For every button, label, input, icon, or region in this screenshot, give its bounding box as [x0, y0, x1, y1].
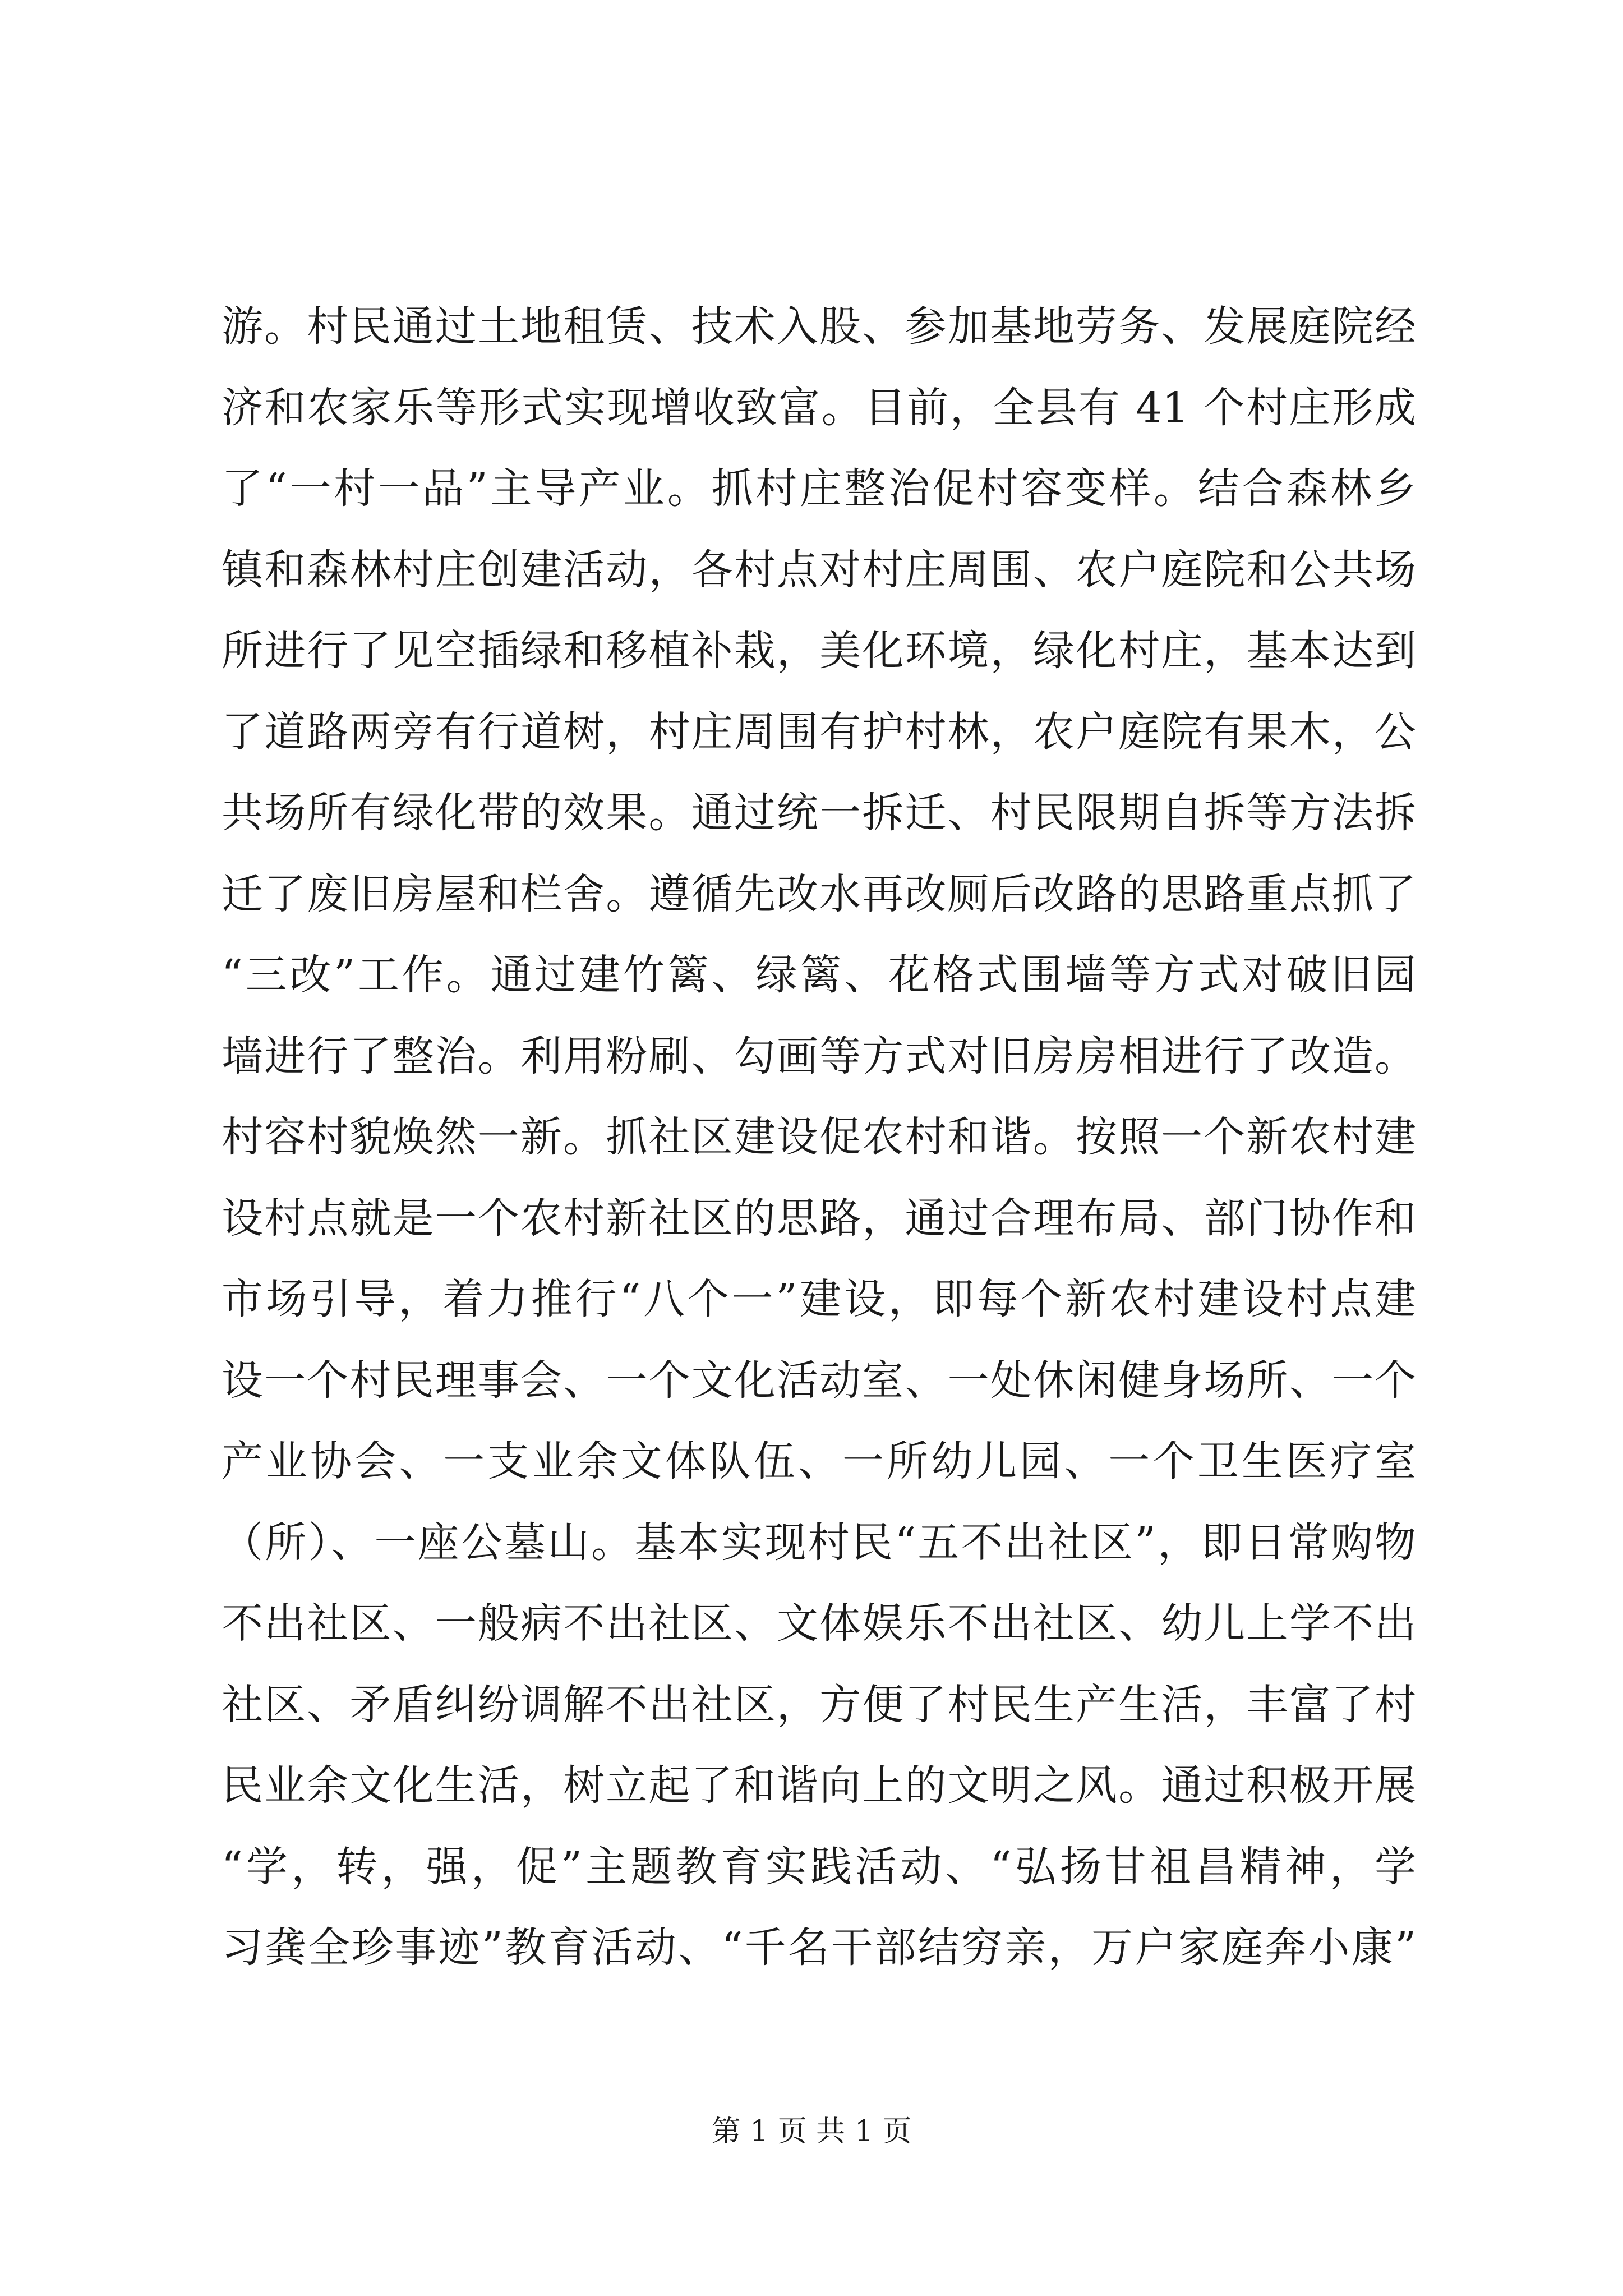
text-line: “三改”工作。通过建竹篱、绿篱、花格式围墙等方式对破旧园: [222, 951, 1416, 999]
text-line: 习龚全珍事迹”教育活动、“千名干部结穷亲，万户家庭奔小康”: [222, 1924, 1416, 1972]
text-line: 共场所有绿化带的效果。通过统一拆迁、村民限期自拆等方法拆: [222, 789, 1416, 837]
text-line: 设一个村民理事会、一个文化活动室、一处休闲健身场所、一个: [222, 1356, 1416, 1405]
text-line: 产业协会、一支业余文体队伍、一所幼儿园、一个卫生医疗室: [222, 1437, 1416, 1485]
text-line: “学，转，强，促”主题教育实践活动、“弘扬甘祖昌精神，学: [222, 1842, 1416, 1891]
text-line: 所进行了见空插绿和移植补栽，美化环境，绿化村庄，基本达到: [222, 627, 1416, 675]
text-line: 不出社区、一般病不出社区、文体娱乐不出社区、幼儿上学不出: [222, 1599, 1416, 1648]
text-line: 了道路两旁有行道树，村庄周围有护村林，农户庭院有果木，公: [222, 707, 1416, 756]
text-line: 村容村貌焕然一新。抓社区建设促农村和谐。按照一个新农村建: [222, 1113, 1416, 1161]
text-line: 设村点就是一个农村新社区的思路，通过合理布局、部门协作和: [222, 1194, 1416, 1243]
text-line: 镇和森林村庄创建活动，各村点对村庄周围、农户庭院和公共场: [222, 545, 1416, 594]
text-line: 迁了废旧房屋和栏舍。遵循先改水再改厕后改路的思路重点抓了: [222, 869, 1416, 918]
text-line: 了“一村一品”主导产业。抓村庄整治促村容变样。结合森林乡: [222, 464, 1416, 513]
text-line: 游。村民通过土地租赁、技术入股、参加基地劳务、发展庭院经: [222, 302, 1416, 351]
text-line: 济和农家乐等形式实现增收致富。目前，全县有 41 个村庄形成: [222, 383, 1416, 432]
body-text: [222, 286, 1416, 1989]
text-line: 墙进行了整治。利用粉刷、勾画等方式对旧房房相进行了改造。: [222, 1032, 1416, 1080]
text-line: （所）、一座公墓山。基本实现村民“五不出社区”，即日常购物: [222, 1518, 1416, 1567]
text-line: 市场引导，着力推行“八个一”建设，即每个新农村建设村点建: [222, 1275, 1416, 1323]
text-line: 民业余文化生活，树立起了和谐向上的文明之风。通过积极开展: [222, 1761, 1416, 1810]
text-line: 社区、矛盾纠纷调解不出社区，方便了村民生产生活，丰富了村: [222, 1680, 1416, 1729]
page-footer: 第 1 页 共 1 页: [711, 2115, 912, 2148]
